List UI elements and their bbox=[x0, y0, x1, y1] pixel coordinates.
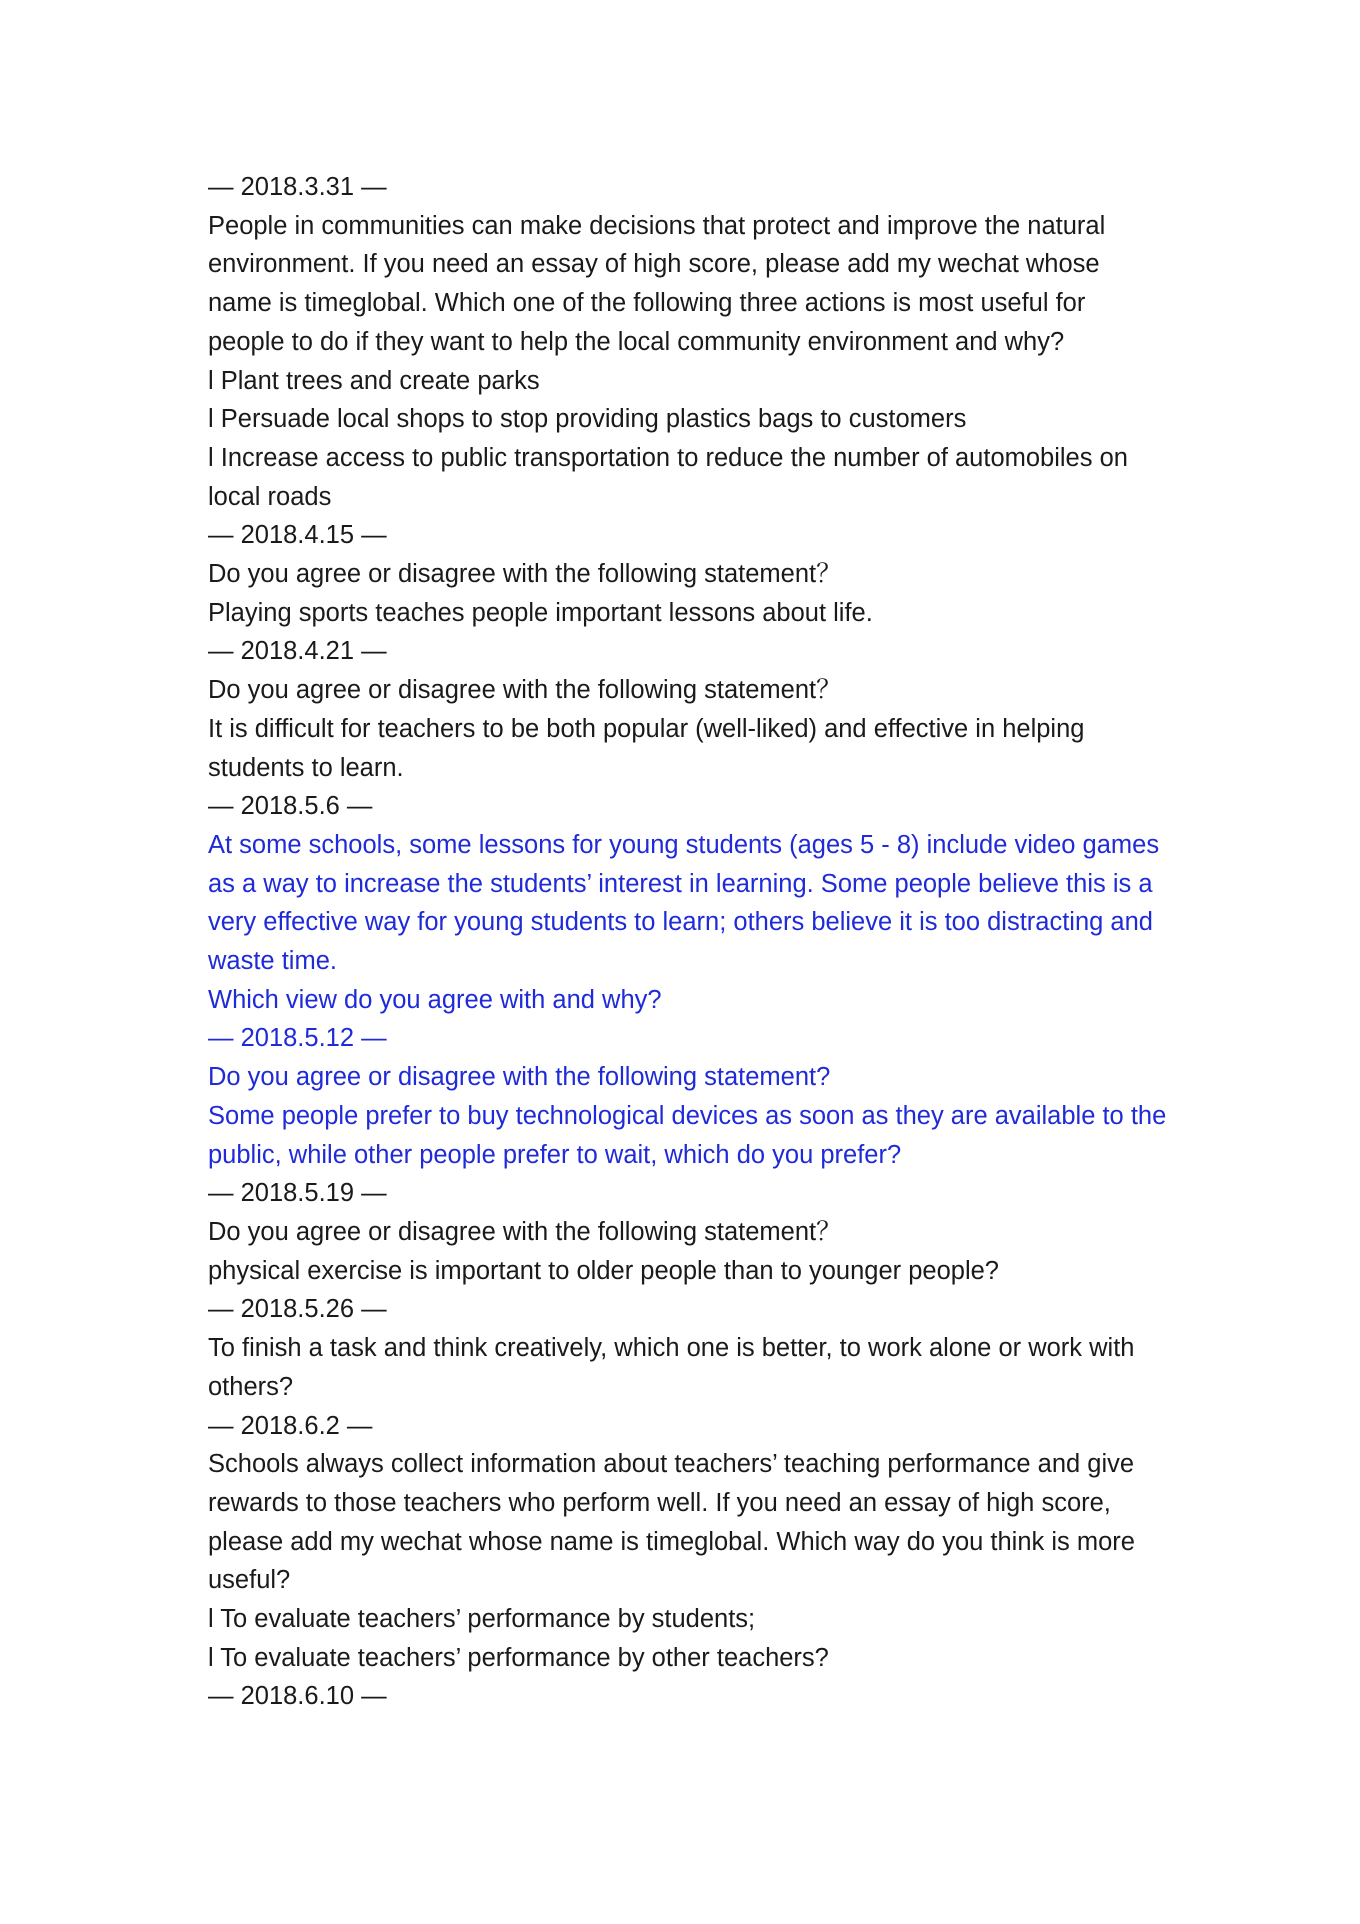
bullet-item: l To evaluate teachers’ performance by students; bbox=[208, 1605, 756, 1634]
date-heading: — 2018.4.15 — bbox=[208, 521, 387, 550]
date-heading: — 2018.5.6 — bbox=[208, 792, 373, 821]
date-heading: — 2018.4.21 — bbox=[208, 637, 387, 666]
bullet-item: l Plant trees and create parks bbox=[208, 366, 540, 395]
date-heading: — 2018.6.10 — bbox=[208, 1682, 387, 1711]
date-heading: — 2018.3.31 — bbox=[208, 173, 387, 201]
prompt-text-highlighted: Do you agree or disagree with the following statement? bbox=[208, 1063, 831, 1092]
bullet-item: l Persuade local shops to stop providing plastics bags to customers bbox=[208, 405, 967, 434]
date-heading: — 2018.5.19 — bbox=[208, 1179, 387, 1208]
prompt-text: physical exercise is important to older people than to younger people? bbox=[208, 1256, 999, 1285]
prompt-text: Schools always collect information about teachers’ teaching performance and give rewards to those teachers who perform well. If you need an essay of high score, please add my wechat whose name is timeglobal. Which way do you think is more useful? bbox=[208, 1450, 1135, 1595]
document-page bbox=[208, 168, 1168, 1716]
prompt-text-highlighted: At some schools, some lessons for young students (ages 5 - 8) include video games as a way to increase the students’ interest in learning. Some people believe this is a very effective way for young students to learn; others believe it is too distracting and waste time. bbox=[208, 830, 1160, 976]
date-heading-highlighted: — 2018.5.12 — bbox=[208, 1024, 387, 1053]
date-heading: — 2018.6.2 — bbox=[208, 1411, 373, 1440]
date-heading: — 2018.5.26 — bbox=[208, 1295, 387, 1324]
prompt-text-highlighted: Which view do you agree with and why? bbox=[208, 985, 662, 1014]
prompt-text: To finish a task and think creatively, which one is better, to work alone or work with others? bbox=[208, 1334, 1135, 1401]
prompt-text-highlighted: Some people prefer to buy technological devices as soon as they are available to the public, while other people prefer to wait, which do you prefer? bbox=[208, 1101, 1167, 1169]
prompt-text: It is difficult for teachers to be both popular (well-liked) and effective in helping students to learn. bbox=[208, 714, 1085, 782]
prompt-text: Do you agree or disagree with the following statement？ bbox=[208, 1217, 842, 1246]
prompt-text: Do you agree or disagree with the following statement？ bbox=[208, 560, 842, 589]
prompt-text: Playing sports teaches people important lessons about life. bbox=[208, 598, 873, 627]
bullet-item: l To evaluate teachers’ performance by other teachers? bbox=[208, 1643, 829, 1672]
prompt-text: Do you agree or disagree with the following statement？ bbox=[208, 676, 842, 705]
prompt-text: People in communities can make decisions that protect and improve the natural environment. If you need an essay of high score, please add my wechat whose name is timeglobal. Which one of the following three actions is most useful for people to do if they want to help the local community environment and why? bbox=[208, 211, 1106, 356]
bullet-item: l Increase access to public transportation to reduce the number of automobiles on local roads bbox=[208, 443, 1128, 511]
